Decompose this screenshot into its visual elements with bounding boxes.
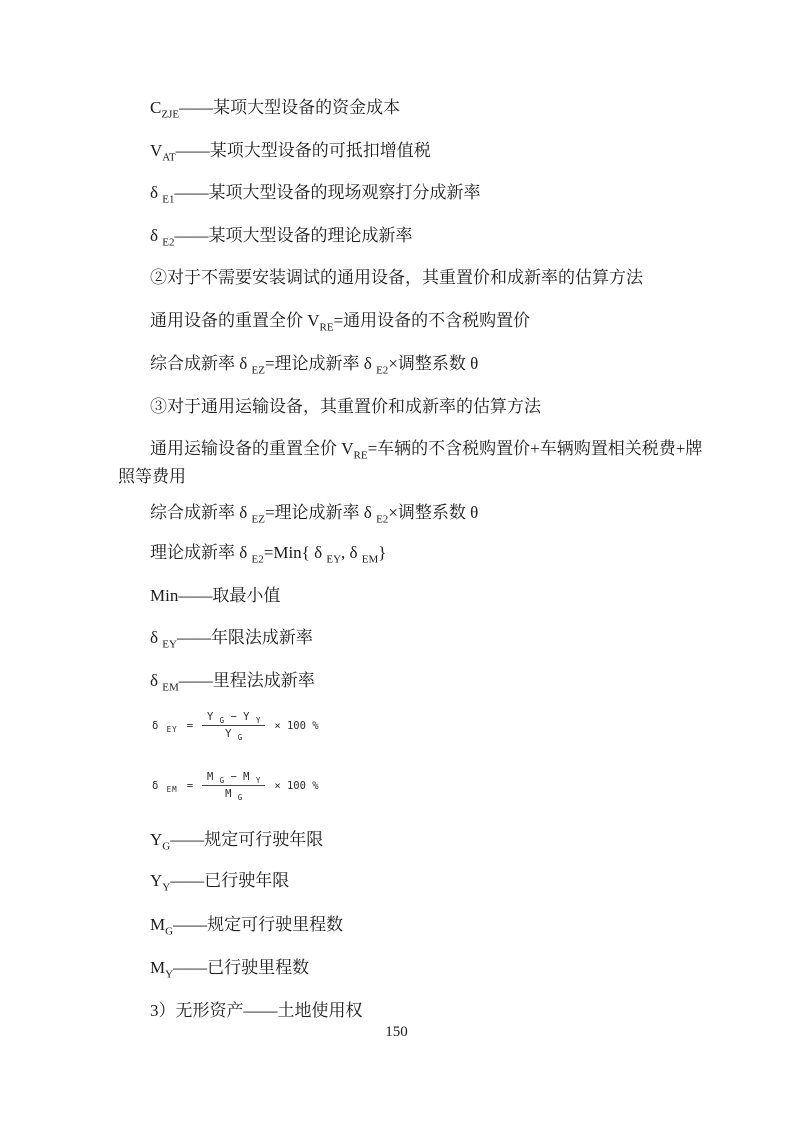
fraction (202, 711, 265, 743)
line-czje-definition: $C_{ZJE}——$某项大型设备的资金成本 (150, 98, 401, 121)
formula-delta-em (152, 771, 319, 803)
formula-multiplier: × 100 % (274, 719, 319, 732)
equals-sign: = (186, 779, 194, 792)
line-vre-transport-part2: 照等费用 (118, 467, 186, 486)
line-vat-definition: $V_{AT}——$某项大型设备的可抵扣增值税 (150, 141, 431, 164)
line-delta-e1-definition: δ $_{E1}$——某项大型设备的现场观察打分成新率 (150, 183, 481, 206)
line-vre-transport-part1: 通用运输设备的重置全价 $V_{RE}=$车辆的不含税购置价+车辆购置相关税费+牌 (150, 439, 703, 462)
line-delta-em-definition: δ $_{EM}$——里程法成新率 (150, 671, 315, 694)
equals-sign: = (186, 719, 194, 732)
line-composite-rate-transport: 综合成新率 δ $_{EZ}$=理论成新率 δ $_{E2}$×调整系数 θ (150, 503, 479, 526)
formula-lhs: δ $_{EY}$ (152, 719, 178, 734)
line-yg-definition: $Y_G——$规定可行驶年限 (150, 830, 324, 853)
formula-delta-ey (152, 711, 319, 743)
line-theoretical-rate-min: 理论成新率 δ $_{E2}$=Min{ δ $_{EY}$, δ $_{EM}$} (150, 543, 387, 566)
line-delta-ey-definition: δ $_{EY}$——年限法成新率 (150, 628, 313, 651)
line-item2-heading: ②对于不需要安装调试的通用设备，其重置价和成新率的估算方法 (150, 268, 643, 287)
formula-multiplier: × 100 % (274, 779, 319, 792)
fraction-numerator: M $_G$ − M $_Y$ (202, 771, 265, 786)
formula-lhs: δ $_{EM}$ (152, 779, 178, 794)
fraction (202, 771, 265, 803)
line-section3-heading: 3）无形资产——土地使用权 (150, 1001, 363, 1020)
line-vre-general-equipment: 通用设备的重置全价 $V_{RE}=$通用设备的不含税购置价 (150, 311, 531, 334)
line-min-definition: Min——取最小值 (150, 586, 281, 605)
line-mg-definition: $M_G——$规定可行驶里程数 (150, 915, 344, 938)
fraction-numerator: Y $_G$ − Y $_Y$ (202, 711, 265, 726)
line-my-definition: $M_Y——$已行驶里程数 (150, 958, 310, 981)
line-yy-definition: $Y_Y——$已行驶年限 (150, 871, 290, 894)
page-number: 150 (385, 1024, 408, 1040)
fraction-denominator: M $_G$ (225, 788, 243, 803)
line-composite-rate-general: 综合成新率 δ $_{EZ}$=理论成新率 δ $_{E2}$×调整系数 θ (150, 354, 479, 377)
line-delta-e2-definition: δ $_{E2}$——某项大型设备的理论成新率 (150, 226, 413, 249)
line-item3-heading: ③对于通用运输设备，其重置价和成新率的估算方法 (150, 397, 541, 416)
fraction-denominator: Y $_G$ (225, 728, 243, 743)
